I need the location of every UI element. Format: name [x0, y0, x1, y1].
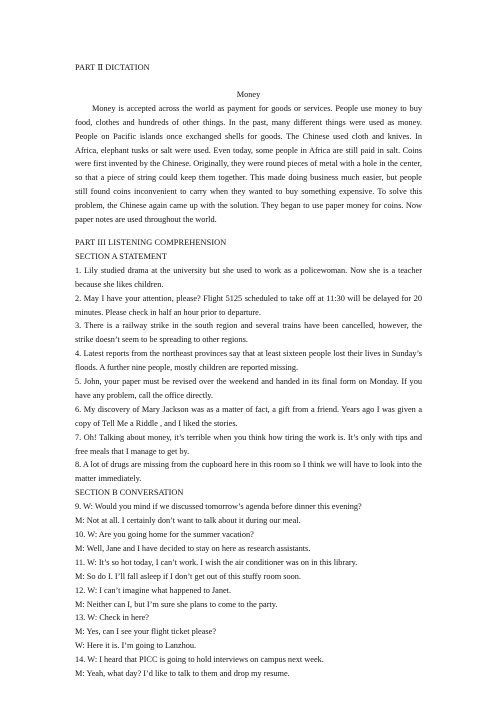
- conversation-line: M: Well, Jane and I have decided to stay on here as research assistants.: [75, 543, 311, 553]
- conversation-line: 11. W: It’s so hot today, I can’t work. I wish the air conditioner was on in this library.: [75, 557, 358, 567]
- conversation-line: W: Here it is. I’m going to Lanzhou.: [75, 641, 197, 651]
- part-2-heading: PART Ⅱ DICTATION: [75, 63, 150, 72]
- dictation-title: Money: [236, 89, 261, 99]
- conversation-line: 13. W: Check in here?: [75, 613, 149, 623]
- conversation-line: M: Yes, can I see your flight ticket please?: [75, 627, 217, 637]
- conversation-line: 14. W: I heard that PICC is going to hold interviews on campus next week.: [75, 655, 324, 665]
- part-3-heading: PART III LISTENING COMPREHENSION: [75, 237, 227, 247]
- conversation-line: M: Neither can I, but I’m sure she plans to come to the party.: [75, 599, 278, 609]
- conversation-line: M: Yeah, what day? I’d like to talk to them and drop my resume.: [75, 669, 290, 679]
- statement-7: 7. Oh! Talking about money, it’s terrible when you think how tiring the work is. It’s only with tips and free meals that I manage to get by.: [75, 432, 422, 456]
- conversation-line: 10. W: Are you going home for the summer vacation?: [75, 530, 254, 539]
- conversation-line: M: Not at all. I certainly don’t want to talk about it during our meal.: [75, 516, 301, 526]
- conversation-line: 9. W: Would you mind if we discussed tomorrow’s agenda before dinner this evening?: [75, 502, 362, 512]
- conversation-line: M: So do I. I’ll fall asleep if I don’t get out of this stuffy room soon.: [75, 571, 301, 581]
- statement-5: 5. John, your paper must be revised over the weekend and handed in its final form on Monday. If you have any problem, call the office directly.: [75, 377, 422, 400]
- section-a-heading: SECTION A STATEMENT: [75, 251, 167, 261]
- statement-2: 2. May I have your attention, please? Flight 5125 scheduled to take off at 11:30 will be delayed for 20 minutes. Please check in half an hour prior to departure.: [75, 293, 422, 317]
- statement-4: 4. Latest reports from the northeast provinces say that at least sixteen people lost their lives in Sunday’s floods. A further nine people, mostly children are reported missing.: [75, 349, 422, 373]
- statement-1: 1. Lily studied drama at the university but she used to work as a policewoman. Now she is a teacher because she likes children.: [75, 265, 422, 289]
- statement-6: 6. My discovery of Mary Jackson was as a matter of fact, a gift from a friend. Years ago I was given a copy of Tell Me a Riddle , and I liked the stories.: [75, 404, 422, 428]
- statement-3: 3. There is a railway strike in the south region and several trains have been cancelled, however, the strike doesn’t seem to be spreading to other regions.: [75, 321, 422, 345]
- section-b-heading: SECTION B CONVERSATION: [75, 488, 184, 498]
- conversation-line: 12. W: I can’t imagine what happened to Janet.: [75, 585, 232, 595]
- dictation-paragraph: Money is accepted across the world as payment for goods or services. People use money to buy food, clothes and hundreds of other things. In the past, many different things were used as money. People on Pacific islands once exchanged shells for goods. The Chinese used cloth and knives. In Africa, elephant tusks or salt were used. Even today, some people in Africa are still paid in salt. Coins were first invented by the Chinese. Originally, they were round pieces of metal with a hole in the center, so that a piece of string could keep them together. This made doing business much easier, but people still found coins inconvenient to carry when they wanted to buy something expensive. To solve this problem, the Chinese again came up with the solution. They began to use paper money for coins. Now paper notes are used throughout the world.: [75, 103, 422, 225]
- statement-8: 8. A lot of drugs are missing from the cupboard here in this room so I think we will have to look into the matter immediately.: [75, 460, 422, 484]
